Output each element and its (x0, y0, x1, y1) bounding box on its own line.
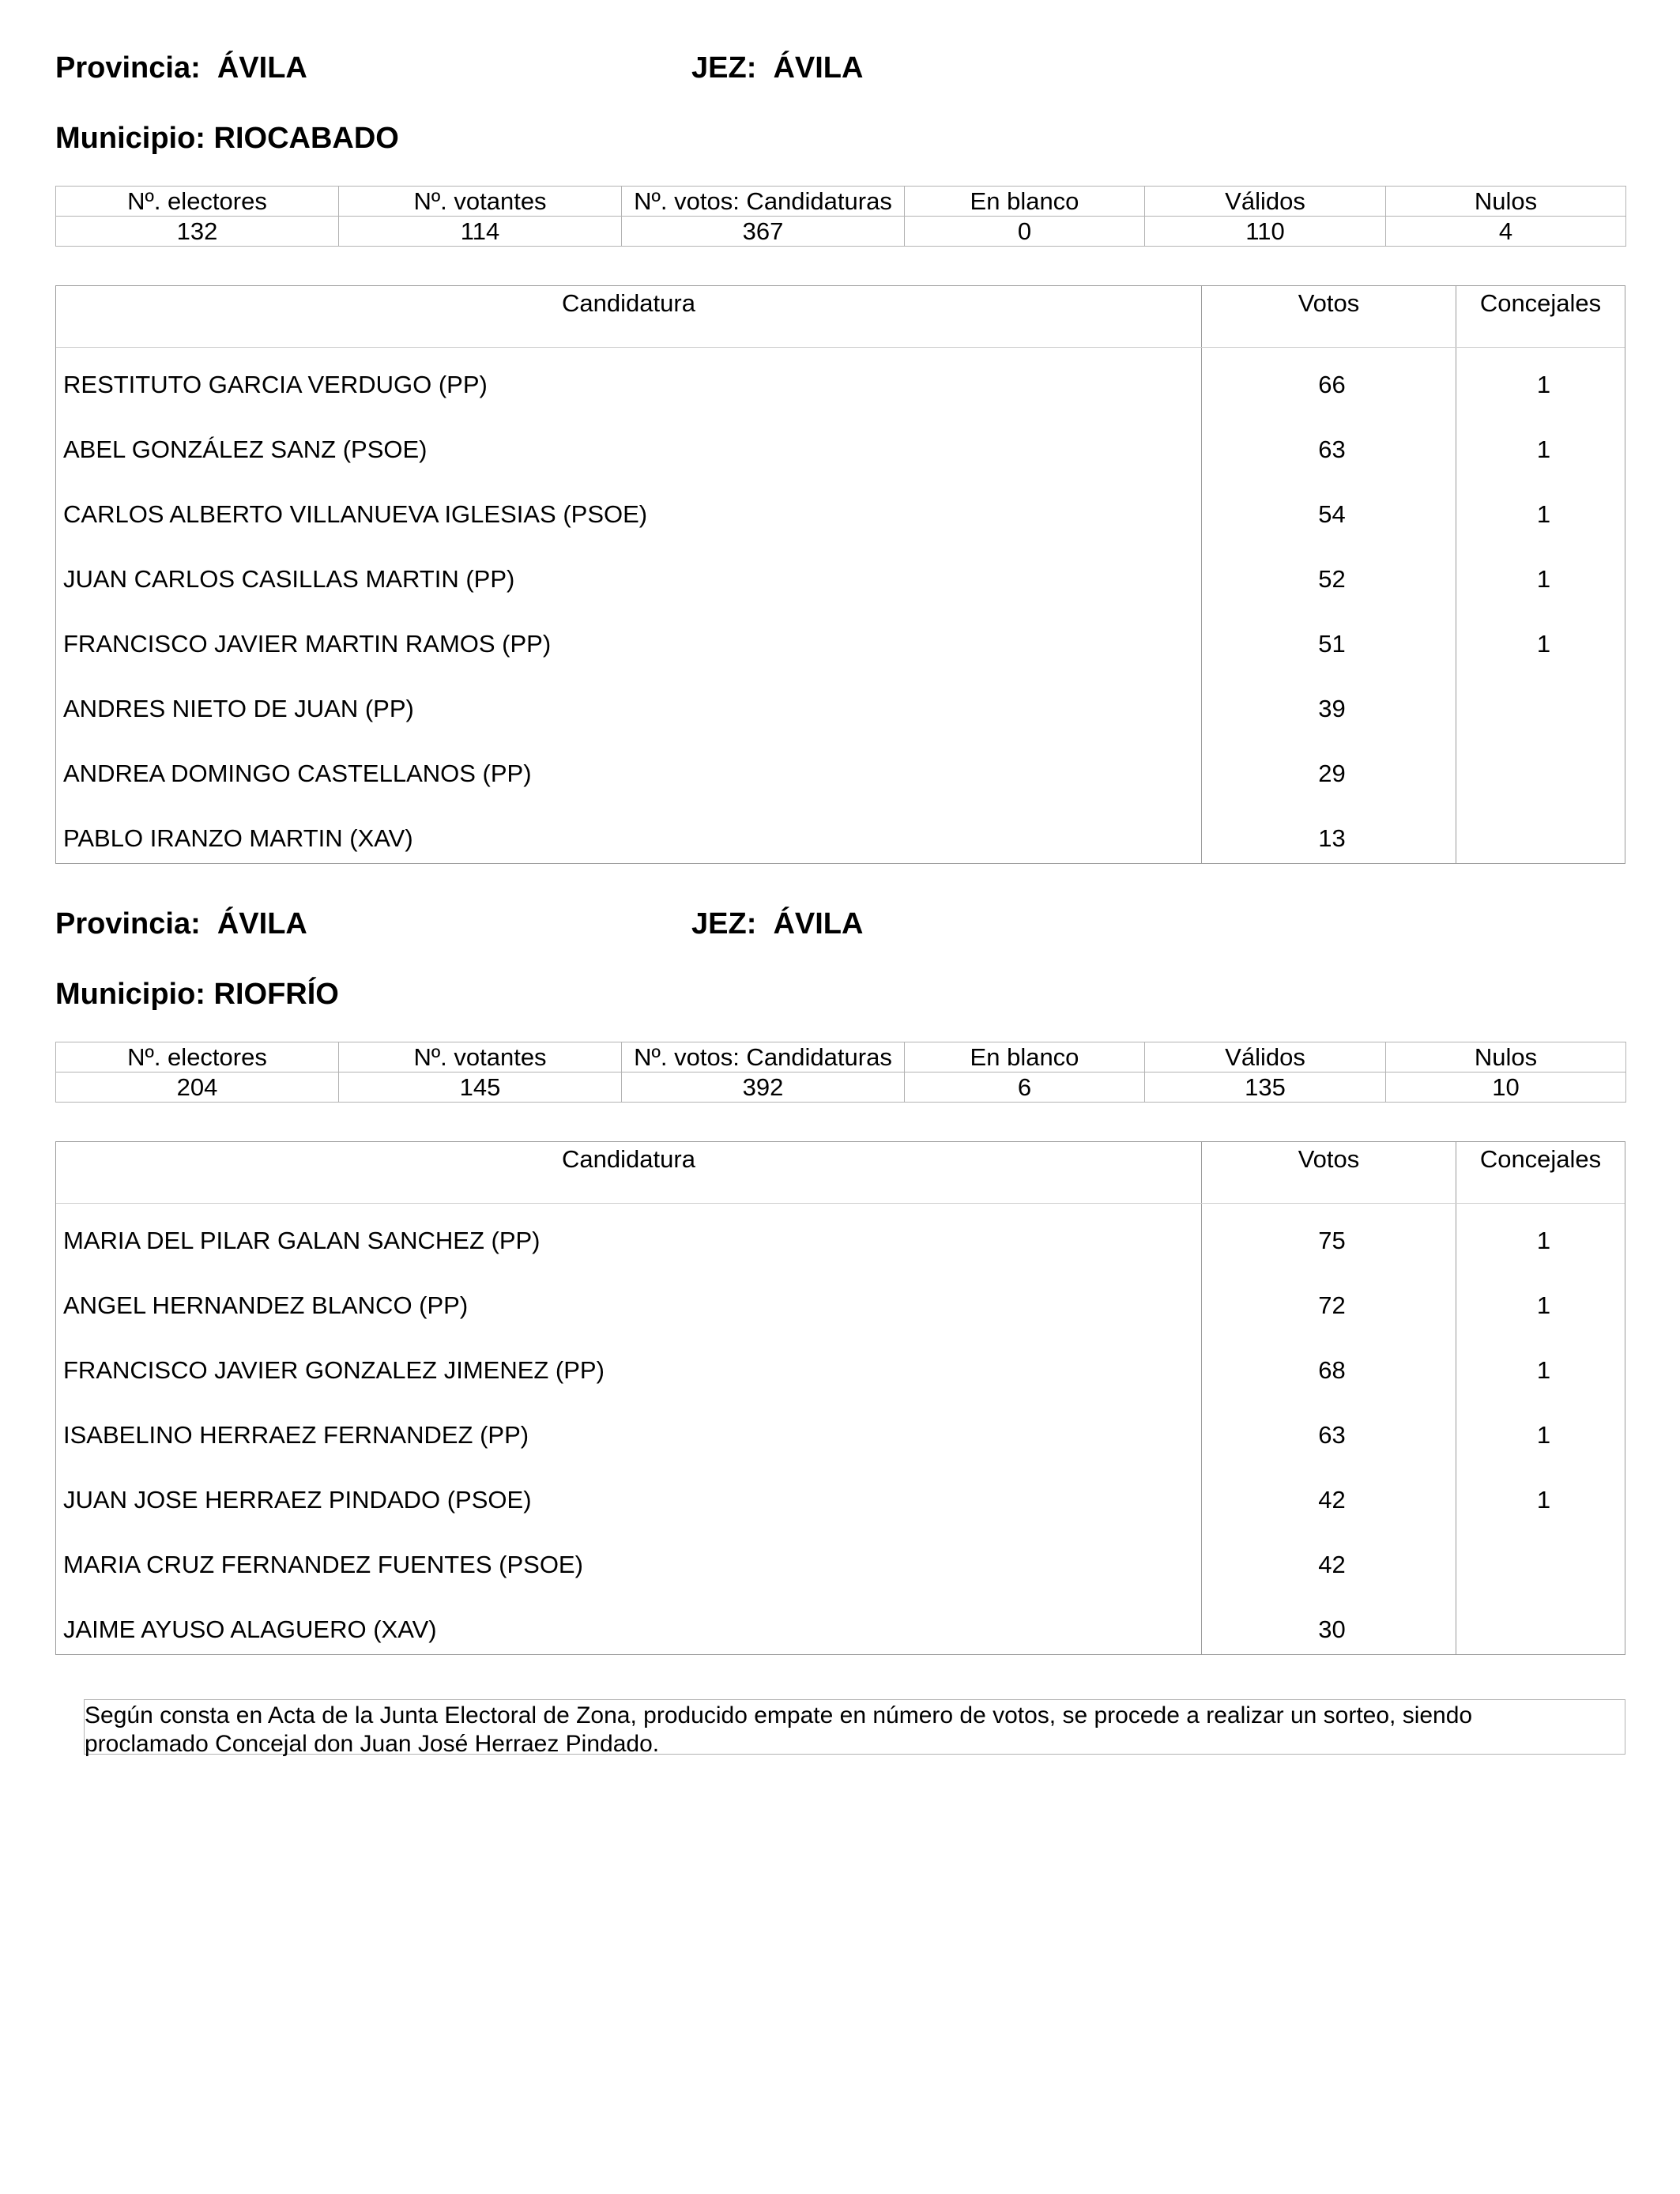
tiebreak-note (84, 1699, 1625, 1755)
candidate-seats: 1 (1536, 565, 1551, 593)
candidates-header-row (56, 286, 1625, 348)
candidate-votes: 13 (1318, 824, 1346, 852)
candidate-seats (1456, 1545, 1625, 1610)
candidate-seats: 1 (1536, 500, 1551, 528)
candidate-name: CARLOS ALBERTO VILLANUEVA IGLESIAS (PSOE) (63, 500, 648, 528)
candidate-seats: 1 (1536, 371, 1551, 398)
candidate-seats (1456, 689, 1625, 754)
stats-value-validos: 135 (1145, 1072, 1386, 1103)
provincia-label: Provincia: ÁVILA (55, 907, 307, 941)
tiebreak-note-line-1: Según consta en Acta de la Junta Electoral de Zona, producido empate en número de votos, se procede a realizar un sorteo, siendo (85, 1702, 1473, 1728)
candidate-votes: 29 (1318, 760, 1346, 787)
candidate-seats: 1 (1536, 1291, 1551, 1319)
stats-value-nulos: 4 (1386, 217, 1626, 247)
candidates-table (55, 285, 1625, 864)
municipio-label: Municipio: RIOCABADO (55, 122, 399, 155)
header-votos: Votos (1202, 1142, 1456, 1203)
stats-header-validos: Válidos (1145, 187, 1386, 217)
candidate-seats: 1 (1536, 630, 1551, 658)
candidate-votes: 68 (1318, 1356, 1346, 1384)
candidate-seats: 1 (1536, 1486, 1551, 1514)
stats-value-votos-candidaturas: 392 (622, 1072, 905, 1103)
header-votos: Votos (1202, 286, 1456, 347)
stats-value-en-blanco: 6 (905, 1072, 1145, 1103)
candidate-votes: 51 (1318, 630, 1346, 658)
jez-label: JEZ: ÁVILA (691, 51, 864, 85)
header-concejales: Concejales (1479, 289, 1602, 317)
municipality-section-riofrio (55, 856, 1625, 1749)
candidate-votes: 66 (1318, 371, 1346, 398)
stats-value-votantes: 145 (339, 1072, 622, 1103)
candidate-name: FRANCISCO JAVIER GONZALEZ JIMENEZ (PP) (63, 1356, 605, 1384)
candidate-votes: 39 (1318, 695, 1346, 722)
candidate-seats: 1 (1536, 435, 1551, 463)
candidate-votes: 52 (1318, 565, 1346, 593)
candidate-name: JUAN JOSE HERRAEZ PINDADO (PSOE) (63, 1486, 532, 1514)
tiebreak-note-line-2: proclamado Concejal don Juan José Herraez Pindado. (85, 1731, 660, 1757)
stats-value-votos-candidaturas: 367 (622, 217, 905, 247)
candidate-votes: 42 (1318, 1551, 1346, 1578)
stats-header-votantes: Nº. votantes (339, 1042, 622, 1072)
candidate-votes: 42 (1318, 1486, 1346, 1514)
candidate-name: RESTITUTO GARCIA VERDUGO (PP) (63, 371, 488, 398)
stats-header-electores: Nº. electores (56, 1042, 339, 1072)
stats-value-validos: 110 (1145, 217, 1386, 247)
municipality-section-riocabado (55, 0, 1625, 869)
stats-header-electores: Nº. electores (56, 187, 339, 217)
stats-header-row (56, 1042, 1626, 1072)
stats-header-votos-candidaturas: Nº. votos: Candidaturas (622, 1042, 905, 1072)
stats-header-en-blanco: En blanco (905, 187, 1145, 217)
candidate-votes: 72 (1318, 1291, 1346, 1319)
stats-value-nulos: 10 (1386, 1072, 1626, 1103)
candidate-votes: 30 (1318, 1615, 1346, 1643)
stats-value-row (56, 217, 1626, 247)
candidate-seats (1456, 1610, 1625, 1675)
candidates-table (55, 1141, 1625, 1655)
stats-value-votantes: 114 (339, 217, 622, 247)
candidate-name: FRANCISCO JAVIER MARTIN RAMOS (PP) (63, 630, 552, 658)
header-candidatura: Candidatura (56, 1142, 1202, 1203)
candidate-votes: 75 (1318, 1227, 1346, 1254)
jez-label: JEZ: ÁVILA (691, 907, 864, 941)
candidate-seats: 1 (1536, 1356, 1551, 1384)
candidate-name: ISABELINO HERRAEZ FERNANDEZ (PP) (63, 1421, 529, 1449)
provincia-label: Provincia: ÁVILA (55, 51, 307, 85)
candidates-header-row (56, 1142, 1625, 1204)
municipio-label: Municipio: RIOFRÍO (55, 978, 339, 1011)
stats-header-votos-candidaturas: Nº. votos: Candidaturas (622, 187, 905, 217)
header-concejales: Concejales (1479, 1145, 1602, 1173)
stats-header-row (56, 187, 1626, 217)
stats-value-row (56, 1072, 1626, 1103)
candidate-votes: 63 (1318, 435, 1346, 463)
candidate-name: MARIA DEL PILAR GALAN SANCHEZ (PP) (63, 1227, 541, 1254)
stats-header-nulos: Nulos (1386, 187, 1626, 217)
candidate-seats (1456, 754, 1625, 819)
candidate-name: ABEL GONZÁLEZ SANZ (PSOE) (63, 435, 428, 463)
candidate-name: JUAN CARLOS CASILLAS MARTIN (PP) (63, 565, 515, 593)
candidate-seats: 1 (1536, 1421, 1551, 1449)
stats-header-en-blanco: En blanco (905, 1042, 1145, 1072)
stats-value-electores: 132 (56, 217, 339, 247)
candidate-votes: 54 (1318, 500, 1346, 528)
candidate-seats: 1 (1536, 1227, 1551, 1254)
candidate-name: ANDRES NIETO DE JUAN (PP) (63, 695, 414, 722)
stats-value-electores: 204 (56, 1072, 339, 1103)
stats-table (55, 1042, 1626, 1103)
stats-header-nulos: Nulos (1386, 1042, 1626, 1072)
stats-header-votantes: Nº. votantes (339, 187, 622, 217)
candidate-name: ANGEL HERNANDEZ BLANCO (PP) (63, 1291, 469, 1319)
stats-table (55, 186, 1626, 247)
stats-header-validos: Válidos (1145, 1042, 1386, 1072)
header-candidatura: Candidatura (56, 286, 1202, 347)
candidate-name: ANDREA DOMINGO CASTELLANOS (PP) (63, 760, 532, 787)
candidate-name: PABLO IRANZO MARTIN (XAV) (63, 824, 413, 852)
candidate-votes: 63 (1318, 1421, 1346, 1449)
candidate-name: MARIA CRUZ FERNANDEZ FUENTES (PSOE) (63, 1551, 583, 1578)
stats-value-en-blanco: 0 (905, 217, 1145, 247)
candidate-name: JAIME AYUSO ALAGUERO (XAV) (63, 1615, 437, 1643)
